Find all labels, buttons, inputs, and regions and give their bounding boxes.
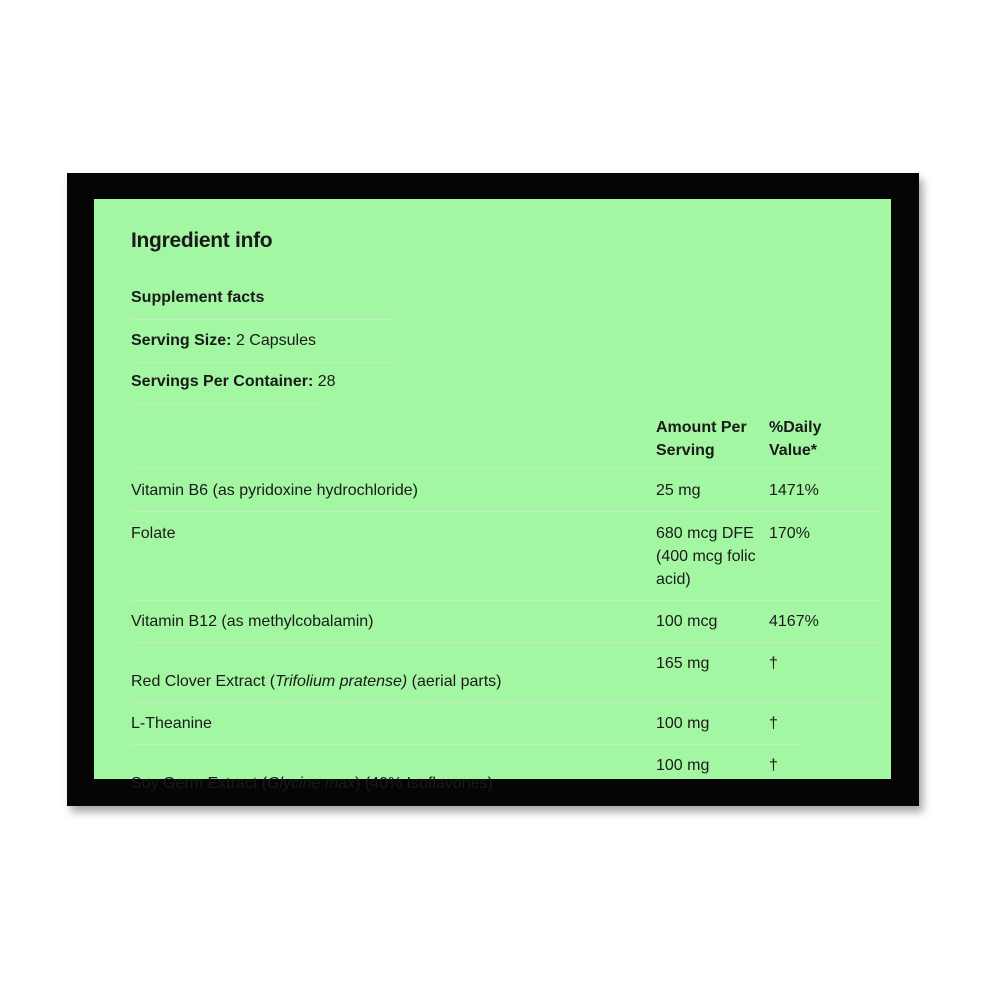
ingredient-daily-value: 170% <box>769 525 810 542</box>
table-divider <box>131 642 879 643</box>
divider <box>131 319 391 320</box>
ingredient-name <box>131 670 501 693</box>
serving-size-value: 2 Capsules <box>235 332 316 349</box>
table-divider <box>131 600 879 601</box>
ingredient-daily-value: † <box>769 715 778 732</box>
table-divider <box>131 511 879 512</box>
ingredient-name: Folate <box>131 525 176 542</box>
divider <box>131 362 391 363</box>
ingredient-latin-name: Glycine max <box>267 775 356 792</box>
ingredient-amount: 100 mcg <box>656 613 718 630</box>
column-header-amount: Amount Per Serving <box>656 419 747 459</box>
ingredient-amount: 100 mg <box>656 715 710 732</box>
ingredient-name-suffix: ) (40% Isoflavones) <box>355 775 493 792</box>
ingredient-daily-value: † <box>769 655 778 672</box>
servings-label: Servings Per Container: <box>131 373 314 390</box>
ingredient-name-suffix: (aerial parts) <box>407 673 502 690</box>
serving-size-label: Serving Size: <box>131 332 232 349</box>
ingredient-name-text: Red Clover Extract ( <box>131 673 276 690</box>
ingredient-name <box>131 772 493 795</box>
supplement-facts-heading: Supplement facts <box>131 289 265 306</box>
servings-value: 28 <box>317 373 336 390</box>
table-divider <box>131 702 879 703</box>
black-frame <box>67 173 919 806</box>
table-divider <box>131 468 879 469</box>
ingredient-name: L-Theanine <box>131 715 212 732</box>
divider <box>131 404 321 405</box>
ingredient-name-text: Soy Germ Extract ( <box>131 775 268 792</box>
ingredient-info-panel <box>94 199 891 792</box>
ingredient-name: Vitamin B12 (as methylcobalamin) <box>131 613 374 630</box>
ingredient-daily-value: 4167% <box>769 613 819 630</box>
ingredient-name: Vitamin B6 (as pyridoxine hydrochloride) <box>131 482 418 499</box>
panel-title: Ingredient info <box>131 229 273 252</box>
ingredient-amount: 680 mcg DFE (400 mcg folic acid) <box>656 525 756 588</box>
column-header-daily-value: %Daily Value* <box>769 419 822 459</box>
serving-size <box>131 332 316 350</box>
ingredient-amount: 25 mg <box>656 482 701 499</box>
ingredient-daily-value: † <box>769 757 778 774</box>
servings-per-container <box>131 373 336 391</box>
ingredient-latin-name: Trifolium pratense) <box>275 673 408 690</box>
ingredient-daily-value: 1471% <box>769 482 819 499</box>
table-divider <box>131 744 801 745</box>
ingredient-amount: 100 mg <box>656 757 710 774</box>
ingredient-amount: 165 mg <box>656 655 710 672</box>
